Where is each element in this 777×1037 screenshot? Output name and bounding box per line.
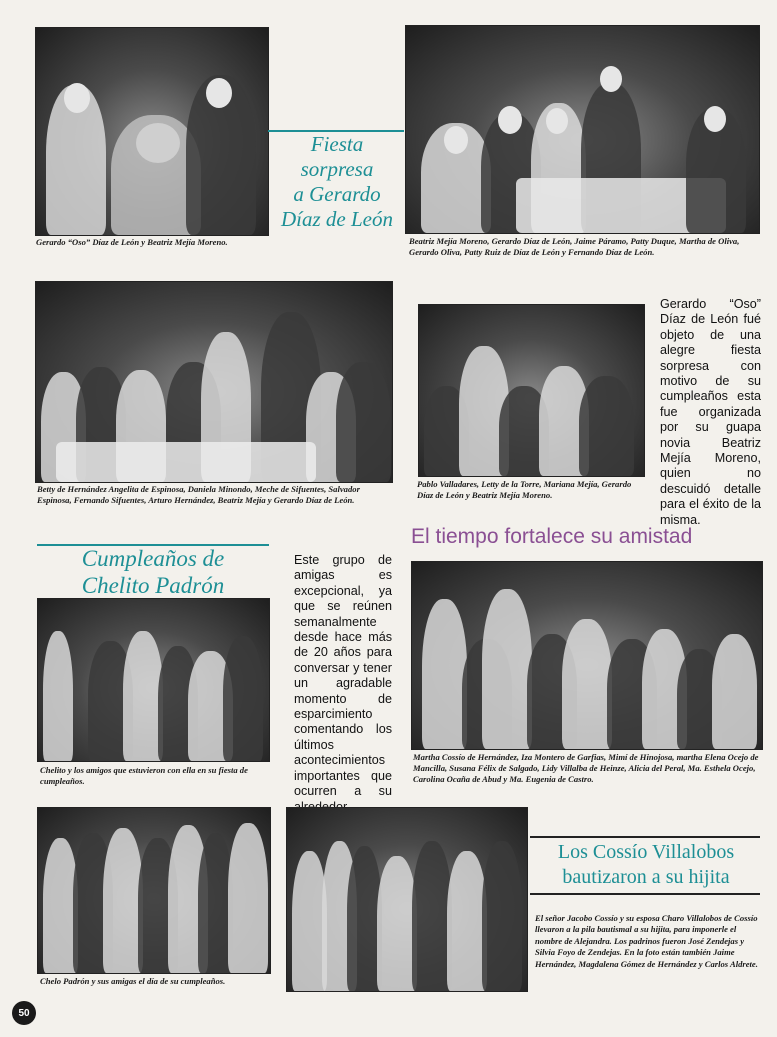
body-bautizo: El señor Jacobo Cossío y su esposa Charo Villalobos de Cossío llevaron a la pila bautismal a su hijita, para imponerle el nombre de Alejandra. Los padrinos fueron José Zendejas y Silvia Foyo de Zendejas. En la foto están también Jaime Hernández, Magdalena Gómez de Hernández y Carlos Aldrete. — [535, 913, 758, 969]
headline-line: Díaz de León — [281, 207, 393, 231]
photo-bautizo-group — [286, 807, 528, 992]
caption-amigas: Martha Cossío de Hernández, Iza Montero de Garfias, Mimí de Hinojosa, martha Elena Ocejo de Mancilla, Susana Félix de Salgado, Lidy Villalba de Heinze, Alicia del Peral, Ma. Esthela Ocejo, Carolina Ocaña de Abud y Ma. Eugenia de Castro. — [413, 752, 759, 784]
headline-cumpleanos-chelito — [37, 545, 269, 599]
photo-couple-with-friends — [418, 304, 645, 477]
page-number: 50 — [12, 1001, 36, 1025]
caption-photo-3: Betty de Hernández Angelita de Espinosa, Daniela Minondo, Meche de Sifuentes, Salvador Espinosa, Fernando Sifuentes, Arturo Hernández, Beatriz Mejía y Gerardo Díaz de León. — [37, 484, 360, 505]
headline-line: Chelito Padrón — [81, 573, 225, 598]
headline-line: bautizaron a su hijita — [562, 866, 730, 888]
headline-rule-4 — [530, 836, 760, 838]
caption-photo-2: Beatriz Mejía Moreno, Gerardo Díaz de León, Jaime Páramo, Patty Duque, Martha de Oliva, Gerardo Oliva, Patty Ruiz de Díaz de León y Fernando Díaz de León. — [409, 236, 740, 257]
headline-line: Los Cossío Villalobos — [557, 841, 735, 863]
headline-rule-4b — [530, 893, 760, 895]
caption-photo-4: Pablo Valladares, Letty de la Torre, Mariana Mejía, Gerardo Díaz de León y Beatriz Mejía Moreno. — [417, 479, 632, 500]
photo-chelito-friends — [37, 598, 270, 762]
photo-gerardo-oso-teddy-bear — [35, 27, 269, 236]
headline-line: sorpresa — [300, 157, 374, 181]
headline-line: Fiesta — [310, 132, 364, 156]
headline-fiesta-sorpresa — [268, 132, 406, 232]
body-fiesta-sorpresa: Gerardo “Oso” Díaz de León fué objeto de una alegre fiesta sorpresa con motivo de su cumpleaños esta fue organizada por su guapa novia Beatriz Mejía Moreno, quien no descuidó detalle para el éxito de la misma. — [660, 297, 761, 527]
headline-cossio-villalobos — [530, 840, 762, 890]
headline-line: Cumpleaños de — [81, 546, 225, 571]
headline-tiempo-amistad: El tiempo fortalece su amistad — [411, 525, 693, 548]
photo-dinner-group — [35, 281, 393, 483]
photo-chelo-padron-amigas — [37, 807, 271, 974]
photo-party-table-group — [405, 25, 760, 234]
caption-chelito-1: Chelito y los amigos que estuvieron con ella en su fiesta de cumpleaños. — [40, 765, 248, 786]
caption-photo-1: Gerardo “Oso” Díaz de León y Beatriz Mejía Moreno. — [36, 237, 228, 247]
caption-chelito-2: Chelo Padrón y sus amigas el día de su cumpleaños. — [40, 976, 226, 986]
photo-amigas-group — [411, 561, 763, 750]
headline-line: a Gerardo — [293, 182, 381, 206]
body-tiempo-amistad: Este grupo de amigas es excepcional, ya que se reúnen semanalmente desde hace más de 20 años para conversar y tener un agradable momento de esparcimiento comentando los últimos acontecimientos importantes que ocurren a su — [294, 553, 392, 799]
